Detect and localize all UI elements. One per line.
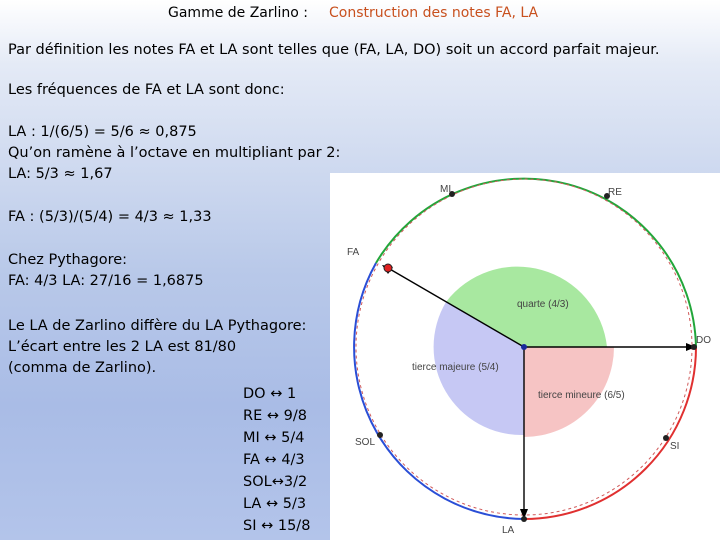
scale-note: SOL xyxy=(243,474,272,490)
scale-row-do xyxy=(243,383,310,405)
pythagore-title: Chez Pythagore: xyxy=(8,252,128,268)
arrow-icon: ↔ xyxy=(271,474,284,490)
label-si: SI xyxy=(670,441,680,452)
scale-row-la xyxy=(243,493,310,515)
scale-note: SI xyxy=(243,518,262,534)
scale-row-si xyxy=(243,515,310,537)
label-re: RE xyxy=(608,187,622,198)
difference-text-2: L’écart entre les 2 LA est 81/80 xyxy=(8,339,237,355)
scale-note: DO xyxy=(243,386,271,402)
arrow-icon: ↔ xyxy=(264,452,277,468)
scale-row-mi xyxy=(243,427,310,449)
point-si xyxy=(663,435,669,441)
slide-subtitle: Construction des notes FA, LA xyxy=(329,5,539,21)
scale-ratio: 4/3 xyxy=(281,452,305,468)
fa-ratio-text: FA : (5/3)/(5/4) = 4/3 ≈ 1,33 xyxy=(8,209,212,225)
octave-text: Qu’on ramène à l’octave en multipliant par 2: xyxy=(8,145,341,161)
la-final-text: LA: 5/3 ≈ 1,67 xyxy=(8,166,113,182)
center-point xyxy=(521,344,527,350)
point-fa xyxy=(384,264,392,272)
scale-ratio: 15/8 xyxy=(277,518,311,534)
scale-row-sol xyxy=(243,471,310,493)
label-do: DO xyxy=(696,335,711,346)
slide-title: Gamme de Zarlino : xyxy=(168,5,309,21)
point-la xyxy=(521,516,527,522)
scale-ratio: 5/3 xyxy=(282,496,307,512)
label-sol: SOL xyxy=(355,437,376,448)
scale-row-re xyxy=(243,405,310,427)
scale-ratio: 3/2 xyxy=(283,474,308,490)
scale-ratio: 5/4 xyxy=(281,430,305,446)
label-mi: MI xyxy=(440,184,452,195)
arrow-icon: ↔ xyxy=(266,408,280,424)
arrow-icon: ↔ xyxy=(265,496,279,512)
frequencies-text: Les fréquences de FA et LA sont donc: xyxy=(8,82,285,98)
note-circle-svg xyxy=(330,173,720,540)
arrow-icon: ↔ xyxy=(261,518,274,534)
scale-row-fa xyxy=(243,449,310,471)
scale-note: LA xyxy=(243,496,266,512)
difference-text-1: Le LA de Zarlino diffère du LA Pythagore: xyxy=(8,318,307,334)
note-circle-figure xyxy=(330,173,720,540)
pythagore-values: FA: 4/3 LA: 27/16 = 1,6875 xyxy=(8,273,204,289)
scale-note: MI xyxy=(243,430,265,446)
scale-note: RE xyxy=(243,408,267,424)
zarlino-scale-list xyxy=(243,383,310,537)
label-tierce-mineure: tierce mineure (6/5) xyxy=(538,390,625,401)
arrow-icon: ↔ xyxy=(264,430,277,446)
arrow-icon: ↔ xyxy=(270,386,283,402)
scale-ratio: 9/8 xyxy=(283,408,307,424)
point-sol xyxy=(377,432,383,438)
label-tierce-majeure: tierce majeure (5/4) xyxy=(412,362,499,373)
label-quarte: quarte (4/3) xyxy=(517,299,569,310)
scale-note: FA xyxy=(243,452,265,468)
scale-ratio: 1 xyxy=(286,386,297,402)
label-la: LA xyxy=(502,525,515,536)
label-fa: FA xyxy=(347,247,360,258)
difference-text-3: (comma de Zarlino). xyxy=(8,360,157,376)
la-ratio-text: LA : 1/(6/5) = 5/6 ≈ 0,875 xyxy=(8,124,197,140)
definition-text: Par définition les notes FA et LA sont telles que (FA, LA, DO) soit un accord parfait majeur. xyxy=(8,42,660,58)
